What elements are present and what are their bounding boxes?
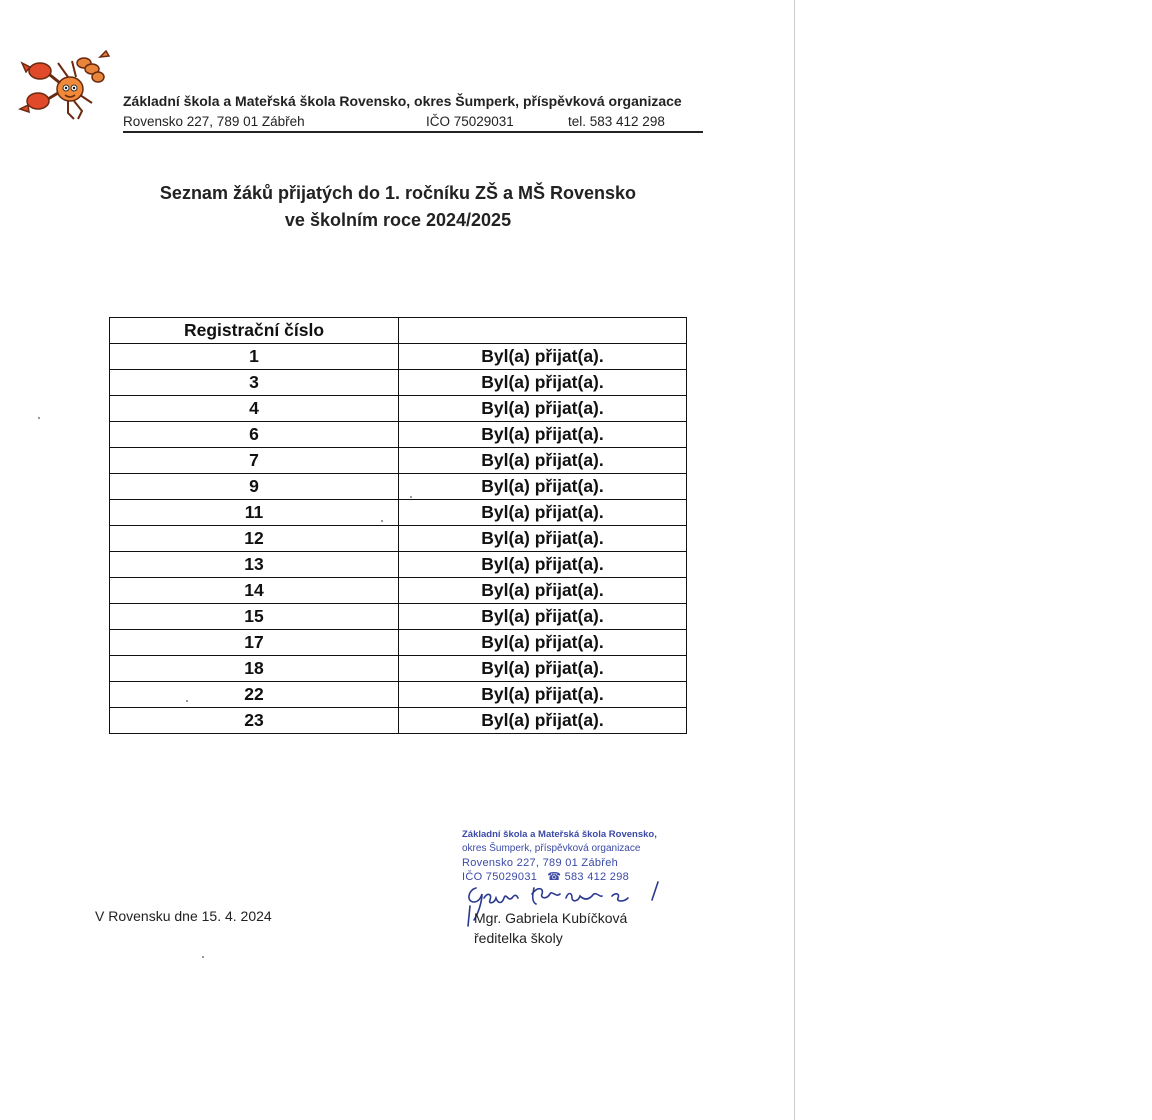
document-title — [110, 180, 686, 234]
admission-status-cell: Byl(a) přijat(a). — [399, 396, 687, 422]
scan-speck — [202, 956, 204, 958]
registration-number-cell: 6 — [110, 422, 399, 448]
signer-role: ředitelka školy — [474, 930, 563, 946]
admission-status-cell: Byl(a) přijat(a). — [399, 474, 687, 500]
table-row — [110, 604, 687, 630]
organization-address: Rovensko 227, 789 01 Zábřeh — [123, 114, 305, 129]
table-row — [110, 526, 687, 552]
stamp-school-name: Základní škola a Mateřská škola Rovensko, — [462, 829, 657, 840]
table-row — [110, 500, 687, 526]
admission-status-cell: Byl(a) přijat(a). — [399, 682, 687, 708]
registration-number-cell: 7 — [110, 448, 399, 474]
column-header-status — [399, 318, 687, 344]
document-date: V Rovensku dne 15. 4. 2024 — [95, 908, 272, 924]
table-row — [110, 422, 687, 448]
admission-status-cell: Byl(a) přijat(a). — [399, 578, 687, 604]
registration-number-cell: 11 — [110, 500, 399, 526]
scan-speck — [381, 520, 383, 522]
admission-status-cell: Byl(a) přijat(a). — [399, 448, 687, 474]
admission-status-cell: Byl(a) přijat(a). — [399, 656, 687, 682]
registration-number-cell: 18 — [110, 656, 399, 682]
registration-number-cell: 17 — [110, 630, 399, 656]
table-row — [110, 344, 687, 370]
registration-number-cell: 22 — [110, 682, 399, 708]
organization-name: Základní škola a Mateřská škola Rovensko, okres Šumperk, příspěvková organizace — [123, 93, 682, 109]
organization-phone: tel. 583 412 298 — [568, 114, 665, 129]
stamp-phone: 583 412 298 — [564, 871, 630, 883]
organization-contact-line — [123, 114, 703, 133]
table-row — [110, 630, 687, 656]
registration-number-cell: 9 — [110, 474, 399, 500]
table-row — [110, 448, 687, 474]
admission-status-cell: Byl(a) přijat(a). — [399, 630, 687, 656]
admission-status-cell: Byl(a) přijat(a). — [399, 552, 687, 578]
crayfish-logo-icon — [18, 45, 110, 127]
admission-status-cell: Byl(a) přijat(a). — [399, 708, 687, 734]
viewer-background — [795, 0, 1152, 1120]
registration-number-cell: 4 — [110, 396, 399, 422]
table-header-row — [110, 318, 687, 344]
admission-status-cell: Byl(a) přijat(a). — [399, 344, 687, 370]
phone-icon: ☎ — [540, 871, 565, 883]
scan-speck — [38, 417, 40, 419]
table-row — [110, 578, 687, 604]
column-header-registration-number: Registrační číslo — [110, 318, 399, 344]
scan-speck — [410, 496, 412, 498]
table-row — [110, 708, 687, 734]
document-title-line-2: ve školním roce 2024/2025 — [284, 210, 512, 230]
registration-number-cell: 13 — [110, 552, 399, 578]
admission-status-cell: Byl(a) přijat(a). — [399, 500, 687, 526]
registration-number-cell: 1 — [110, 344, 399, 370]
table-row — [110, 396, 687, 422]
table-row — [110, 682, 687, 708]
signer-block — [474, 908, 627, 948]
table-row — [110, 656, 687, 682]
stamp-address: Rovensko 227, 789 01 Zábřeh — [462, 857, 619, 869]
admission-status-cell: Byl(a) přijat(a). — [399, 422, 687, 448]
document-title-line-1: Seznam žáků přijatých do 1. ročníku ZŠ a MŠ Rovensko — [159, 183, 637, 203]
registration-number-cell: 15 — [110, 604, 399, 630]
registration-number-cell: 14 — [110, 578, 399, 604]
admission-status-cell: Byl(a) přijat(a). — [399, 604, 687, 630]
registration-number-cell: 12 — [110, 526, 399, 552]
admission-status-cell: Byl(a) přijat(a). — [399, 370, 687, 396]
signer-name: Mgr. Gabriela Kubíčková — [474, 910, 628, 926]
registration-number-cell: 23 — [110, 708, 399, 734]
admission-table — [109, 317, 687, 734]
table-row — [110, 370, 687, 396]
organization-ico: IČO 75029031 — [426, 114, 514, 129]
stamp-organization: okres Šumperk, příspěvková organizace — [462, 843, 641, 854]
stamp-ico: IČO 75029031 — [462, 871, 538, 883]
registration-number-cell: 3 — [110, 370, 399, 396]
table-row — [110, 552, 687, 578]
table-row — [110, 474, 687, 500]
scan-speck — [186, 700, 188, 702]
admission-status-cell: Byl(a) přijat(a). — [399, 526, 687, 552]
